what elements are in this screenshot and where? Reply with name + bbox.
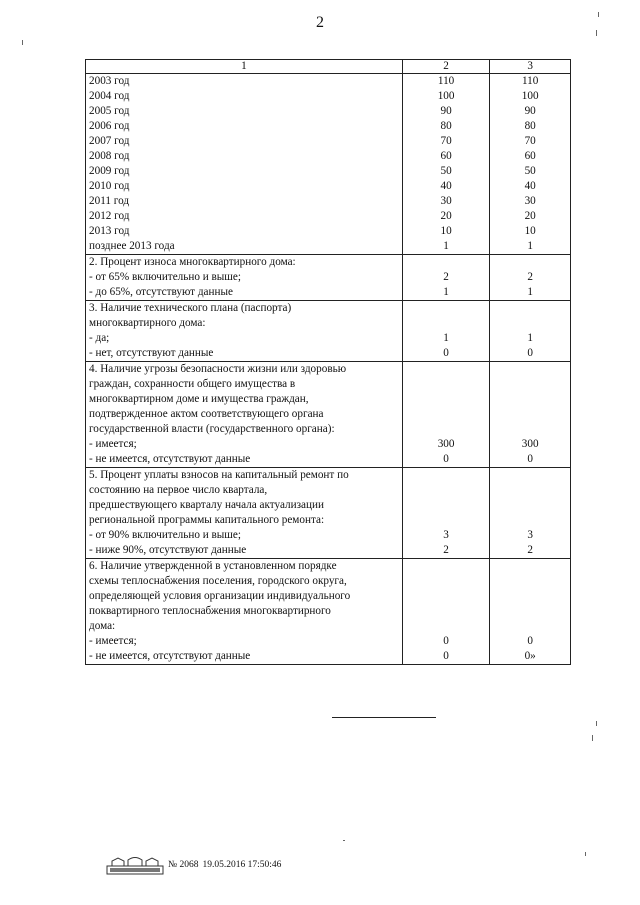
blank-line [406, 589, 486, 604]
year-labels-cell [86, 74, 403, 255]
document-number: № 2068 [168, 860, 199, 870]
criterion-title-line: предшествующего кварталу начала актуализации [89, 499, 324, 511]
option-value: 0 [527, 635, 533, 647]
year-value: 80 [524, 120, 536, 132]
year-label: 2010 год [89, 180, 130, 192]
year-value: 10 [524, 225, 536, 237]
table-row [86, 74, 571, 255]
blank-line [406, 362, 486, 377]
criterion-row [86, 468, 571, 559]
year-values-col3 [490, 74, 571, 255]
criterion-values-col3 [490, 255, 571, 301]
criterion-title-line: поквартирного теплоснабжения многоквартирного [89, 605, 331, 617]
year-value: 1 [527, 240, 533, 252]
blank-line [406, 392, 486, 407]
scan-mark [596, 721, 597, 726]
blank-line [406, 619, 486, 634]
blank-line [406, 316, 486, 331]
year-value: 100 [521, 90, 539, 102]
year-value: 100 [437, 90, 455, 102]
criterion-title-line: 3. Наличие технического плана (паспорта) [89, 302, 292, 314]
blank-line [493, 483, 567, 498]
criterion-row [86, 559, 571, 665]
blank-line [493, 301, 567, 316]
scan-mark [343, 840, 345, 841]
year-value: 20 [440, 210, 452, 222]
option-label: - от 90% включительно и выше; [89, 529, 241, 541]
blank-line [493, 604, 567, 619]
criterion-title-line: государственной власти (государственного органа): [89, 423, 335, 435]
blank-line [493, 255, 567, 270]
table-header-row [86, 60, 571, 74]
year-value: 30 [440, 195, 452, 207]
blank-line [406, 422, 486, 437]
registration-footer [106, 855, 281, 875]
option-label: - да; [89, 332, 110, 344]
criterion-text-cell [86, 362, 403, 468]
option-value: 3 [527, 529, 533, 541]
year-value: 10 [440, 225, 452, 237]
blank-line [493, 422, 567, 437]
option-value: 2 [443, 271, 449, 283]
scan-mark [592, 735, 593, 741]
blank-line [493, 316, 567, 331]
registry-stamp-icon [106, 855, 164, 875]
option-label: - ниже 90%, отсутствуют данные [89, 544, 247, 556]
criterion-text-cell [86, 255, 403, 301]
year-value: 60 [524, 150, 536, 162]
blank-line [406, 604, 486, 619]
criterion-title-line: подтвержденное актом соответствующего органа [89, 408, 324, 420]
criterion-values-col3 [490, 362, 571, 468]
option-label: - нет, отсутствуют данные [89, 347, 214, 359]
criterion-title-line: региональной программы капитального ремонта: [89, 514, 325, 526]
year-value: 110 [521, 75, 539, 87]
option-value: 2 [527, 544, 533, 556]
criterion-text-cell [86, 301, 403, 362]
scan-mark [598, 12, 599, 17]
blank-line [493, 498, 567, 513]
blank-line [493, 468, 567, 483]
blank-line [406, 574, 486, 589]
option-label: - не имеется, отсутствуют данные [89, 650, 251, 662]
option-value: 2 [527, 271, 533, 283]
criterion-title-line: 5. Процент уплаты взносов на капитальный ремонт по [89, 469, 349, 481]
option-value: 3 [443, 529, 449, 541]
option-value: 0 [443, 347, 449, 359]
option-value: 1 [527, 332, 533, 344]
year-value: 50 [440, 165, 452, 177]
option-label: - до 65%, отсутствуют данные [89, 286, 233, 298]
blank-line [406, 498, 486, 513]
blank-line [493, 619, 567, 634]
year-value: 90 [440, 105, 452, 117]
criterion-text-cell [86, 468, 403, 559]
criterion-title-line: 2. Процент износа многоквартирного дома: [89, 256, 296, 268]
option-value: 2 [443, 544, 449, 556]
blank-line [406, 483, 486, 498]
criterion-title-line: многоквартирного дома: [89, 317, 206, 329]
scan-mark [596, 30, 597, 36]
criteria-table [85, 59, 571, 665]
blank-line [493, 513, 567, 528]
criterion-values-col2 [402, 559, 489, 665]
option-label: - не имеется, отсутствуют данные [89, 453, 251, 465]
blank-line [406, 377, 486, 392]
year-label: 2004 год [89, 90, 130, 102]
year-values-col2 [402, 74, 489, 255]
page-number: 2 [316, 14, 324, 31]
blank-line [493, 589, 567, 604]
year-label: 2006 год [89, 120, 130, 132]
option-label: - от 65% включительно и выше; [89, 271, 241, 283]
year-label: 2007 год [89, 135, 130, 147]
criterion-values-col2 [402, 255, 489, 301]
criterion-title-line: многоквартирном доме и имущества граждан, [89, 393, 309, 405]
column-header-2: 2 [402, 60, 489, 74]
criterion-values-col2 [402, 468, 489, 559]
option-value: 0 [443, 453, 449, 465]
scan-mark [585, 852, 586, 856]
option-value: 0 [527, 453, 533, 465]
blank-line [493, 392, 567, 407]
criterion-values-col3 [490, 468, 571, 559]
option-value: 1 [443, 286, 449, 298]
year-value: 70 [440, 135, 452, 147]
year-label: 2011 год [89, 195, 130, 207]
year-label: 2013 год [89, 225, 130, 237]
criterion-title-line: дома: [89, 620, 116, 632]
blank-line [493, 377, 567, 392]
column-header-1: 1 [86, 60, 403, 74]
blank-line [406, 513, 486, 528]
criterion-title-line: схемы теплоснабжения поселения, городского округа, [89, 575, 347, 587]
year-label: 2009 год [89, 165, 130, 177]
option-label: - имеется; [89, 635, 137, 647]
year-value: 90 [524, 105, 536, 117]
year-value: 40 [524, 180, 536, 192]
blank-line [406, 559, 486, 574]
criterion-text-cell [86, 559, 403, 665]
year-value: 110 [437, 75, 455, 87]
year-label: 2008 год [89, 150, 130, 162]
year-label: 2012 год [89, 210, 130, 222]
option-label: - имеется; [89, 438, 137, 450]
criterion-row [86, 255, 571, 301]
option-value: 300 [437, 438, 455, 450]
criterion-title-line: состоянию на первое число квартала, [89, 484, 268, 496]
criterion-values-col3 [490, 559, 571, 665]
option-value: 0 [443, 650, 449, 662]
criterion-values-col3 [490, 301, 571, 362]
blank-line [406, 468, 486, 483]
option-value: 1 [443, 332, 449, 344]
option-value: 1 [527, 286, 533, 298]
criterion-title-line: 6. Наличие утвержденной в установленном порядке [89, 560, 337, 572]
blank-line [493, 559, 567, 574]
registration-timestamp: 19.05.2016 17:50:46 [202, 860, 282, 870]
criterion-values-col2 [402, 362, 489, 468]
option-value: 0 [443, 635, 449, 647]
year-value: 20 [524, 210, 536, 222]
year-label: 2003 год [89, 75, 130, 87]
option-value: 0 [527, 347, 533, 359]
option-value: 300 [521, 438, 539, 450]
option-value: 0» [524, 650, 536, 662]
signature-line [332, 717, 436, 718]
year-label: 2005 год [89, 105, 130, 117]
year-value: 1 [443, 240, 449, 252]
year-value: 40 [440, 180, 452, 192]
year-value: 50 [524, 165, 536, 177]
criterion-row [86, 301, 571, 362]
criterion-title-line: 4. Наличие угрозы безопасности жизни или здоровью [89, 363, 347, 375]
blank-line [493, 574, 567, 589]
blank-line [493, 362, 567, 377]
criterion-title-line: граждан, сохранности общего имущества в [89, 378, 296, 390]
year-label: позднее 2013 года [89, 240, 175, 252]
column-header-3: 3 [490, 60, 571, 74]
year-value: 80 [440, 120, 452, 132]
scan-mark [22, 40, 23, 45]
blank-line [493, 407, 567, 422]
year-value: 30 [524, 195, 536, 207]
blank-line [406, 255, 486, 270]
criterion-title-line: определяющей условия организации индивидуального [89, 590, 351, 602]
blank-line [406, 301, 486, 316]
criterion-values-col2 [402, 301, 489, 362]
year-value: 70 [524, 135, 536, 147]
blank-line [406, 407, 486, 422]
criterion-row [86, 362, 571, 468]
table-body [86, 74, 571, 665]
year-value: 60 [440, 150, 452, 162]
